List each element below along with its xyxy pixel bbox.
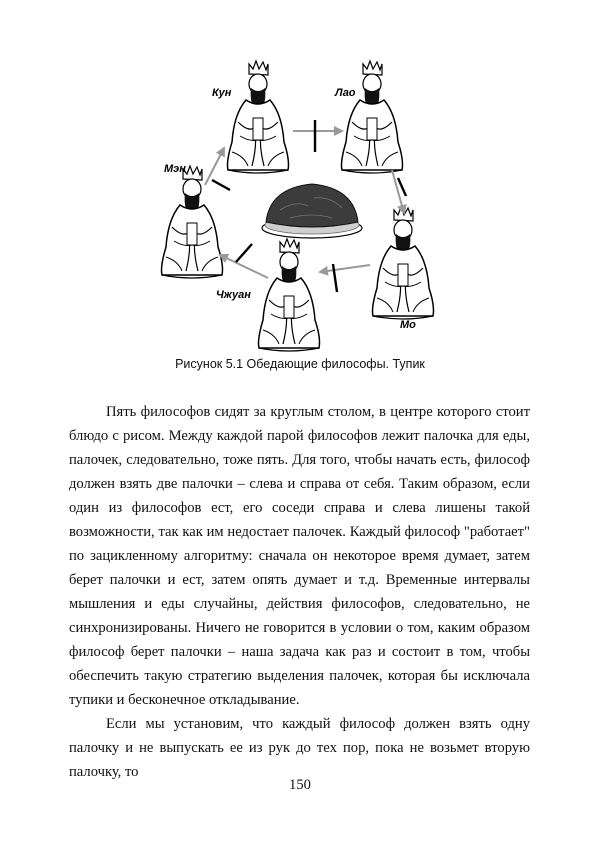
chopstick-4 <box>236 244 252 262</box>
label-mo: Мо <box>400 319 416 331</box>
label-kun: Кун <box>212 87 232 99</box>
dining-philosophers-figure <box>0 0 600 360</box>
paragraph: Пять философов сидят за круглым столом, в центре которого стоит блюдо с рисом. Между каждой парой философов лежит палочка для еды, палочек, следовательно, тоже пять. Для того, чтобы начать есть, философ должен взять две палочки – слева и справа от себя. Таким образом, если один из философов ест, его соседи справа и слева лишены такой возможности, так как им недостает палочек. Каждый философ "работает" по зацикленному алгоритму: сначала он некоторое время думает, затем берет палочки и ест, затем опять думает и т.д. Временные интервалы мышления и еды случайны, действия философов, следовательно, не синхронизированы. Ничего не говорится в условии о том, каким образом философ берет палочки – наша задача как раз и состоит в том, чтобы обеспечить такую стратегию выделения палочек, которая бы исключала тупики и бесконечное откладывание. <box>69 404 530 708</box>
arrow-men-to-kun <box>205 148 224 185</box>
label-lao: Лао <box>335 87 356 99</box>
paragraph: Если мы установим, что каждый философ должен взять одну палочку и не выпускать ее из рук до тех пор, пока не возьмет вторую палочку, то <box>69 716 530 780</box>
philosopher-lao <box>342 61 403 173</box>
arrow-mo-to-chzhuan <box>320 265 370 272</box>
philosopher-mo <box>373 207 434 319</box>
arrow-chzhuan-to-men <box>220 255 268 278</box>
label-chzhuan: Чжуан <box>216 289 251 301</box>
philosopher-chzhuan <box>259 239 320 351</box>
body-text <box>69 400 530 784</box>
philosopher-men <box>162 166 223 278</box>
page-number: 150 <box>289 777 311 793</box>
rice-bowl <box>262 184 362 238</box>
figure-caption: Рисунок 5.1 Обедающие философы. Тупик <box>175 357 425 371</box>
philosopher-kun <box>228 61 289 173</box>
arrow-lao-to-mo <box>392 170 404 213</box>
chopstick-3 <box>333 264 337 292</box>
chopstick-5 <box>212 180 230 190</box>
label-men: Мэн <box>164 163 186 175</box>
